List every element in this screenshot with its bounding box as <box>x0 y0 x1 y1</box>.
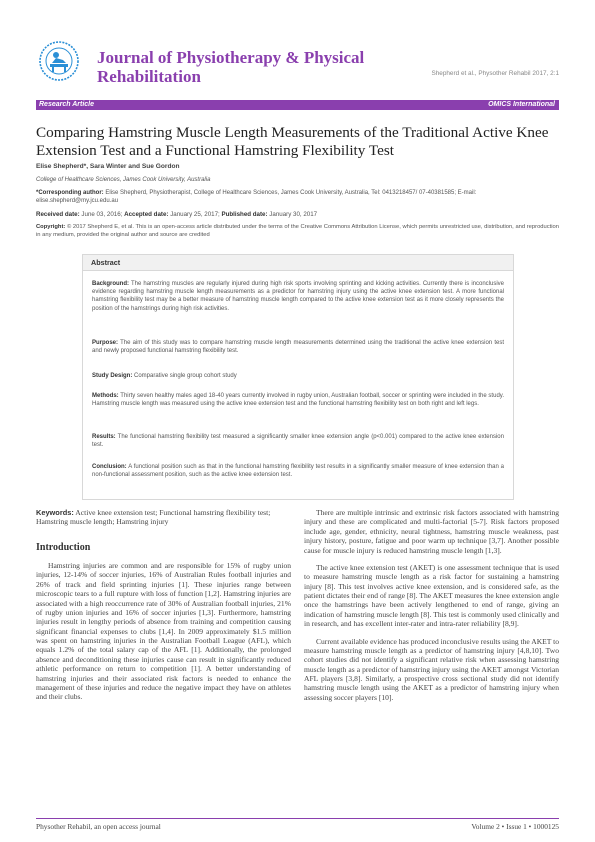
received-date: June 03, 2016; <box>81 211 123 218</box>
copyright-label: Copyright: <box>36 224 66 230</box>
copyright-text: © 2017 Shepherd E, et al. This is an open-access article distributed under the terms of the Creative Commons Attribution License, which permits unrestricted use, distribution, and reproduction in any medium, provided the original author and source are credited <box>36 224 559 238</box>
abstract-section-text: The hamstring muscles are regularly injured during high risk sports involving sprinting and kicking activities. Currently there is inconclusive evidence regarding hamstring muscle length measurements as a predictor for hamstring injury using the active knee extension test. A more functional hamstring flexibility test may be a better measure of hamstring muscle length compared to the active knee extension test as it more closely represents the position of the hamstrings during high risk activities. <box>92 281 504 312</box>
abstract-design <box>92 372 504 380</box>
abstract-section-label: Conclusion: <box>92 464 127 470</box>
journal-logo-icon <box>38 40 80 82</box>
abstract-header <box>83 255 513 271</box>
abstract-results <box>92 433 504 449</box>
body-paragraph: Current available evidence has produced inconclusive results using the AKET to measure hamstring muscle length as a predictor of hamstring injury [4,8,10]. Two cohort studies did not identify a significant relative risk when assessing hamstring muscle length as a predictor of hamstring injury using the AKET amongst Victorian AFL players [3,8]. Similarly, a prospective cross sectional study did not identify hamstring muscle length using the AKET as a predictor of hamstring injury when assessing soccer players [10]. <box>304 636 559 702</box>
journal-title: Journal of Physiotherapy & Physical Rehabilitation <box>97 48 365 86</box>
publisher-label: OMICS International <box>488 101 555 108</box>
corresponding-author <box>36 189 559 205</box>
article-dates <box>36 211 559 218</box>
body-paragraph: There are multiple intrinsic and extrinsic risk factors associated with hamstring injury and these are complicated and multi-factorial [5-7]. Risk factors proposed include age, gender, ethnicity, neural tightness, hamstring muscle weakness, past injury history, posture, fatigue and poor warm up technique [3,7]. Another possible cause for muscle injury is reduced hamstring muscle length [1,3]. <box>304 508 559 555</box>
corresponding-author-label: *Corresponding author: <box>36 190 104 196</box>
abstract-section-label: Purpose: <box>92 340 119 346</box>
abstract-section-text: Comparative single group cohort study <box>134 373 237 379</box>
abstract-section-label: Methods: <box>92 393 119 399</box>
section-heading-introduction: Introduction <box>36 542 91 553</box>
article-type-label: Research Article <box>39 101 94 108</box>
author-list: Elise Shepherd*, Sara Winter and Sue Gordon <box>36 163 180 170</box>
footer-divider <box>36 818 559 819</box>
body-paragraph: Hamstring injuries are common and are responsible for 15% of rugby union injuries, 12-14% of soccer injuries, 16% of Australian Rules football injuries and 26% of track and field sprinting injuries [1]. These injuries range between microscopic tears to a full rupture with loss of function [1,2]. Hamstring injuries are associated with a high reoccurrence rate of 30% of Australian football injuries, 21% of rugby union injuries and 16% of soccer injuries [1,3]. Furthermore, hamstring injuries result in lengthy periods of absence from training and competition causing significant financial expenses to clubs [1,4]. In 2009 approximately $1.5 million was spent on hamstring injuries in the Australian Football League (AFL), which equals 1.2% of the total salary cap of the AFL [1]. Additionally, the prolonged absence and deconditioning these injuries cause can result in significantly reduced athletic performance on return to competition [1]. A better understanding of hamstring injuries and their associated risk factors is needed to enhance the management of these injuries and reduce the negative impact they have on athletes and their clubs. <box>36 561 291 702</box>
abstract-purpose <box>92 339 504 355</box>
keywords-text: Active knee extension test; Functional hamstring flexibility test; Hamstring muscle length; Hamstring injury <box>36 508 271 527</box>
abstract-box <box>82 254 514 500</box>
abstract-section-label: Study Design: <box>92 373 133 379</box>
footer-volume: Volume 2 • Issue 1 • 1000125 <box>471 822 559 831</box>
right-column <box>304 508 559 710</box>
abstract-methods <box>92 392 504 408</box>
corresponding-author-text: Elise Shepherd, Physiotherapist, College of Healthcare Sciences, James Cook University, Australia, Tel: 0413218457/ 07-40381585; E-mail: elise.shepherd@my.jcu.edu.au <box>36 190 477 204</box>
abstract-section-label: Results: <box>92 434 116 440</box>
accepted-date: January 25, 2017; <box>170 211 220 218</box>
abstract-conclusion <box>92 463 504 479</box>
abstract-section-text: Thirty seven healthy males aged 18-40 years currently involved in rugby union, Australian football, soccer or sprinting were included in the study. Hamstring muscle length was measured using the active knee extension test and the functional hamstring flexibility test on both right and left legs. <box>92 393 504 408</box>
affiliation: College of Healthcare Sciences, James Cook University, Australia <box>36 177 211 183</box>
footer-journal: Physother Rehabil, an open access journal <box>36 822 161 831</box>
received-label: Received date: <box>36 211 80 218</box>
published-date: January 30, 2017 <box>269 211 318 218</box>
left-column <box>36 561 291 710</box>
abstract-section-text: A functional position such as that in the functional hamstring flexibility test results in a significantly smaller measure of knee extension than a non-functional assessment position, such as the active knee extension test. <box>92 464 504 479</box>
published-label: Published date: <box>221 211 268 218</box>
abstract-background <box>92 280 504 313</box>
accepted-label: Accepted date: <box>124 211 169 218</box>
citation-line: Shepherd et al., Physother Rehabil 2017, 2:1 <box>431 70 559 77</box>
abstract-section-label: Background: <box>92 281 130 287</box>
abstract-section-text: The aim of this study was to compare hamstring muscle length measurements determined using the traditional the active knee extension test and newly proposed functional hamstring flexibility test. <box>92 340 504 355</box>
keywords-label: Keywords: <box>36 508 74 517</box>
paper-title: Comparing Hamstring Muscle Length Measurements of the Traditional Active Knee Extension Test and a Functional Hamstring Flexibility Test <box>36 124 549 159</box>
copyright-notice <box>36 223 559 239</box>
body-paragraph: The active knee extension test (AKET) is one assessment technique that is used to measure hamstring muscle length as a risk factor for sustaining a hamstring injury [8]. This test involves active knee extension, and is considered safe, as the patient dictates their end of range [8]. The AKET measures the knee extension angle once the hamstrings have been actively lengthened to end of range, giving an indication of hamstring muscle length [8]. This test is commonly used clinically and in research, and has excellent inter-rater and intra-rater reliability [8,9]. <box>304 562 559 629</box>
abstract-section-text: The functional hamstring flexibility test measured a significantly smaller knee extension angle (p<0.001) compared to the active knee extension test. <box>92 434 504 449</box>
article-type-band <box>36 100 559 110</box>
abstract-heading: Abstract <box>91 258 121 267</box>
keywords <box>36 508 289 527</box>
